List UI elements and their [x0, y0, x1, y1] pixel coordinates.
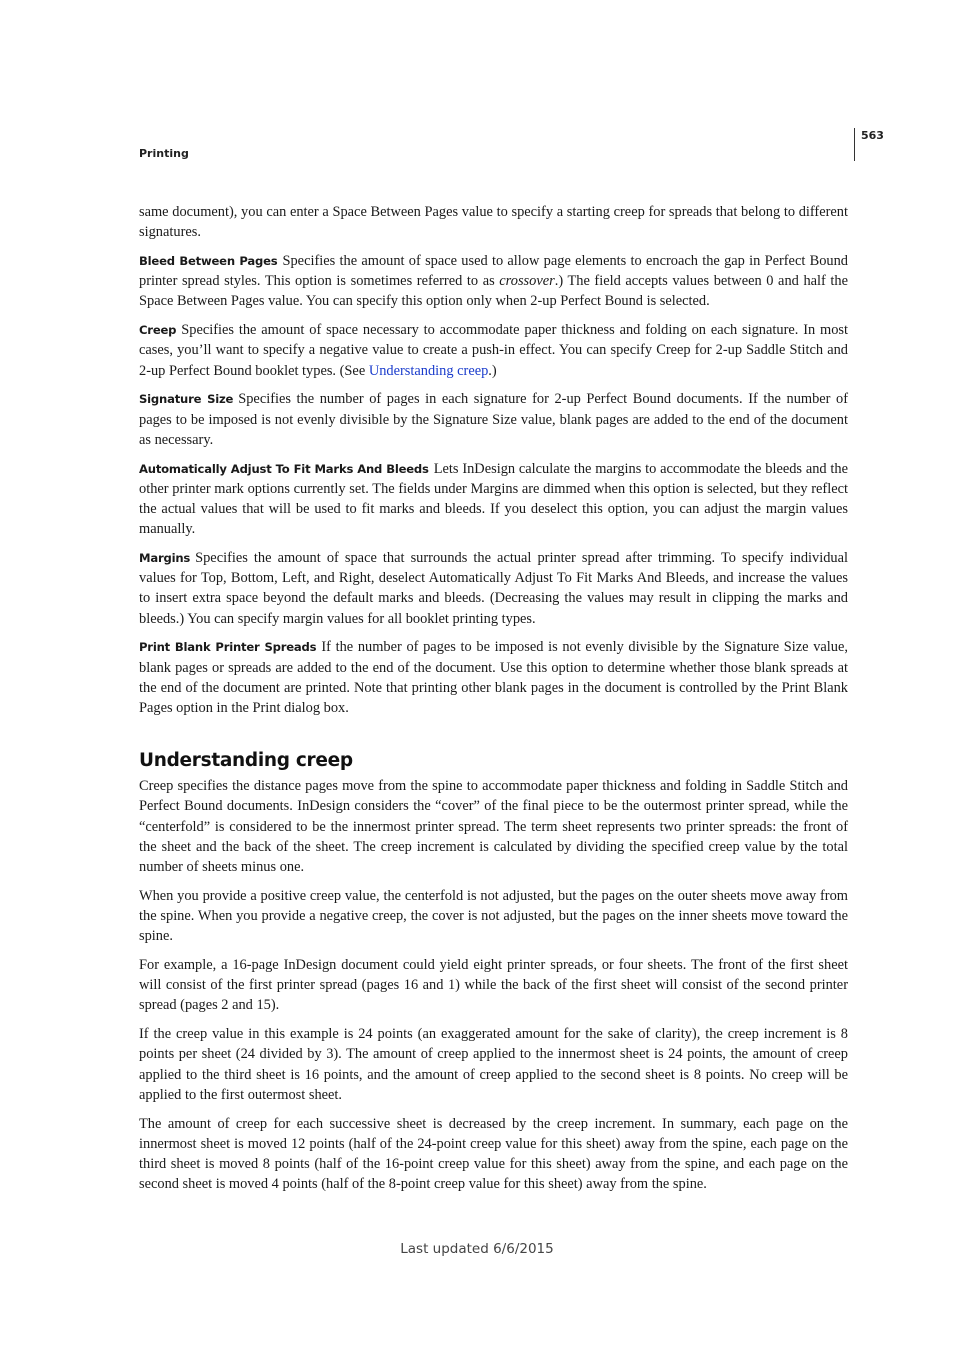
running-header: Printing — [139, 147, 189, 160]
understanding-creep-link[interactable]: Understanding creep — [368, 362, 489, 379]
definition-text: Specifies the amount of space used to allow page elements to encroach the gap in Perfect Bound printer spread styles. This option is sometimes referred to as — [139, 253, 848, 290]
section-heading: Understanding creep — [139, 750, 353, 772]
term-bleed-between-pages: Bleed Between Pages — [139, 254, 278, 268]
section-paragraph: The amount of creep for each successive sheet is decreased by the creep increment. In summary, each page on the innermost sheet is moved 12 points (half of the 24-point creep value for this sheet) away from the spine, each page on the third sheet is moved 8 points (half of the 16-point creep value for this sheet) away from the spine, and each page on the second sheet is moved 4 points (half of the 8-point creep value for this sheet) away from the spine. — [139, 1115, 848, 1193]
definition-text: Lets InDesign calculate the margins to accommodate the bleeds and the other printer mark options currently set. The fields under Margins are dimmed when this option is selected, but they reflect the actual values that will be used to fit marks and bleeds. If you deselect this option, you can adjust the margin values manually. — [139, 460, 849, 538]
definition-margins — [139, 548, 848, 629]
term-auto-adjust: Automatically Adjust To Fit Marks And Bleeds — [139, 461, 429, 476]
definition-text: Specifies the amount of space that surrounds the actual printer spread after trimming. To specify individual values for Top, Bottom, Left, and Right, deselect Automatically Adjust To Fit Marks And Bleeds, and increase the values to insert extra space beyond the default marks and bleeds. (Decreasing the values may result in clipping the marks and bleeds.) You can specify margin values for all booklet printing types. — [139, 550, 848, 627]
body-text — [139, 202, 848, 1203]
footer-last-updated: Last updated 6/6/2015 — [400, 1241, 554, 1257]
page-number-rule — [854, 128, 855, 161]
definition-text: .) The field accepts values between 0 and half the Space Between Pages value. You can specify this option only when 2-up Perfect Bound is selected. — [139, 273, 848, 310]
definition-bleed-between-pages — [139, 251, 848, 312]
term-margins: Margins — [139, 551, 191, 566]
definition-text: Specifies the number of pages in each signature for 2-up Perfect Bound documents. If the number of pages to be imposed is not evenly divisible by the Signature Size value, blank pages are added to the end of the document as necessary. — [139, 391, 849, 448]
section-paragraph: For example, a 16-page InDesign document could yield eight printer spreads, or four sheets. The front of the first sheet will consist of the first printer spread (pages 16 and 1) while the back of the first sheet will consist of the second printer spread (pages 2 and 15). — [139, 957, 848, 1014]
term-print-blank-printer-spreads: Print Blank Printer Spreads — [139, 640, 317, 655]
section-paragraph: Creep specifies the distance pages move from the spine to accommodate paper thickness and folding in Saddle Stitch and Perfect Bound documents. InDesign considers the “cover” of the final piece to be the outermost printer spread, while the “centerfold” is considered to be the innermost printer spread. The term sheet represents two printer spreads: the front of the sheet and the back of the sheet. The creep increment is calculated by dividing the specified creep value by the total number of sheets minus one. — [139, 778, 848, 876]
definition-text: .) — [488, 362, 497, 379]
paragraph-continued: same document), you can enter a Space Between Pages value to specify a starting creep for spreads that belong to different signatures. — [139, 204, 848, 241]
definition-signature-size — [139, 389, 848, 450]
term-signature-size: Signature Size — [139, 392, 234, 407]
section-paragraph: If the creep value in this example is 24 points (an exaggerated amount for the sake of clarity), the creep increment is 8 points per sheet (24 divided by 3). The amount of creep applied to the innermost sheet is 24 points, the amount of creep applied to the third sheet is 16 points, and the amount of creep applied to the second sheet is 8 points. No creep will be applied to the first outermost sheet. — [139, 1026, 848, 1103]
definition-creep — [139, 320, 848, 381]
definition-text: Specifies the amount of space necessary to accommodate paper thickness and folding on each signature. In most cases, you’ll want to specify a negative value to create a push-in effect. You can specify Creep for 2-up Saddle Stitch and 2-up Perfect Bound booklet types. (See — [139, 322, 848, 379]
definition-auto-adjust — [139, 459, 848, 540]
term-creep: Creep — [139, 323, 177, 338]
section-paragraph: When you provide a positive creep value, the centerfold is not adjusted, but the pages on the outer sheets move away from the spine. When you provide a negative creep, the cover is not adjusted, but the pages on the inner sheets move toward the spine. — [139, 887, 848, 945]
page-number: 563 — [861, 129, 884, 142]
italic-term: crossover — [499, 273, 555, 290]
definition-text: If the number of pages to be imposed is not evenly divisible by the Signature Size value, blank pages or spreads are added to the end of the document. Use this option to determine whether those blank spreads at the end of the document are printed. Note that printing other blank pages in the document is controlled by the Print Blank Pages option in the Print dialog box. — [139, 639, 848, 717]
definition-print-blank-printer-spreads — [139, 637, 848, 718]
